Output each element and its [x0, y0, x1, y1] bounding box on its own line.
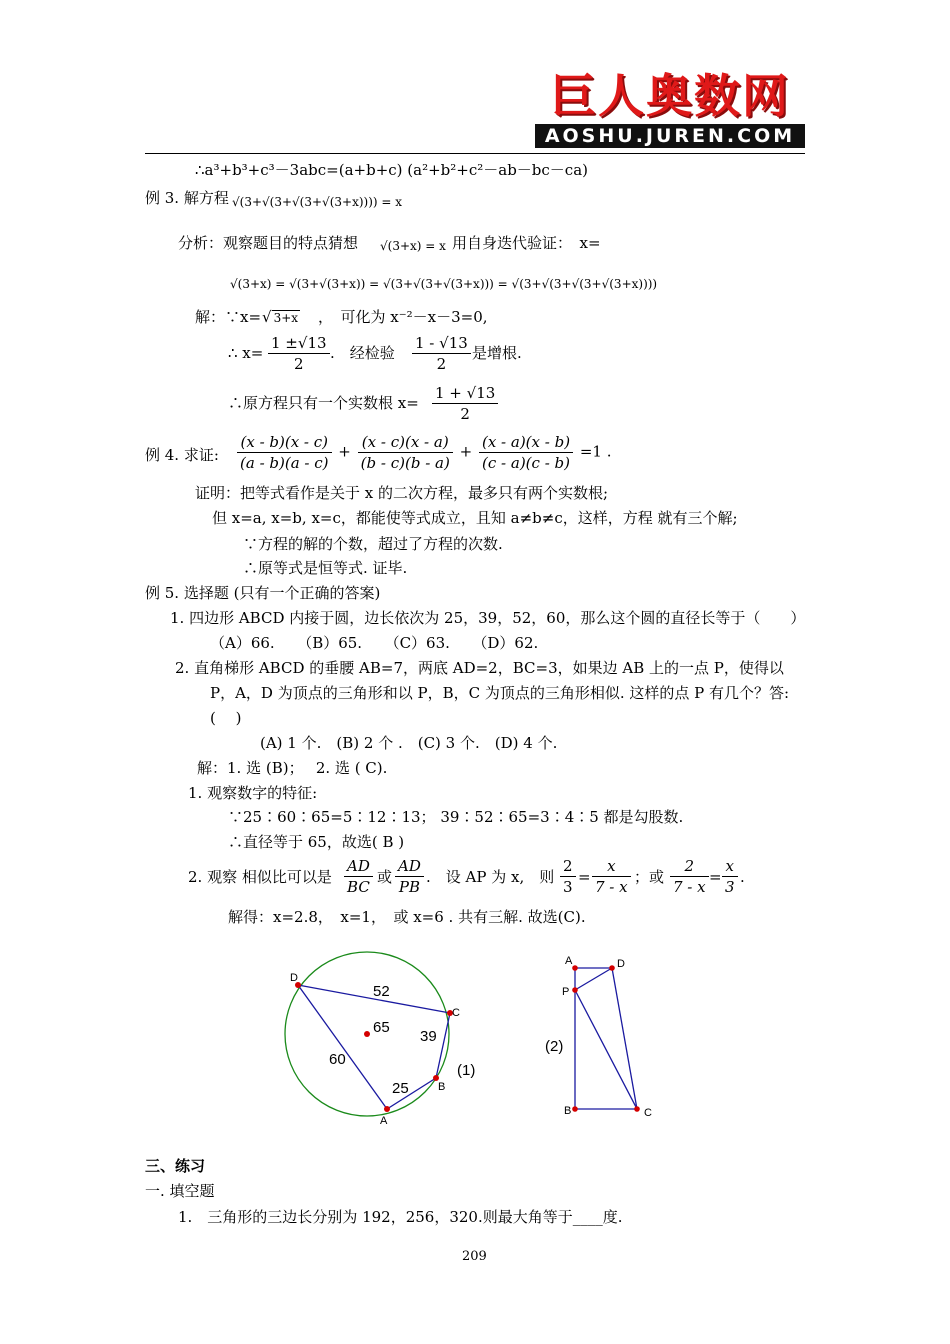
- solution-b-fraction2: $\frac{1 - √13}{2}$: [410, 333, 473, 374]
- figure-2-right-trapezoid: [540, 950, 670, 1130]
- figure-2-caption: (2): [545, 1038, 564, 1055]
- observation-1b: ∴直径等于 65，故选( B ): [228, 833, 405, 851]
- observation-2-mid: . 设 AP 为 x, 则: [426, 868, 555, 886]
- proof-line-2: 但 x=a, x=b, x=c，都能使等式成立，且知 a≠b≠c，这样，方程 就有三个解;: [212, 509, 738, 527]
- example-5-label: 例 5. 选择题 (只有一个正确的答案): [145, 584, 381, 602]
- section-3-title: 三、练习: [145, 1157, 206, 1175]
- figure-2-segment-pd: [575, 968, 612, 990]
- observation-1a: ∵25∶60∶65=5∶12∶13； 39∶52∶65=3∶4∶5 都是勾股数.: [228, 808, 684, 826]
- figure-1-label-d: D: [290, 972, 298, 984]
- logo-url-text: AOSHU.JUREN.COM: [535, 124, 805, 148]
- figure-1-center: [364, 1031, 370, 1037]
- logo-chinese-text: 巨人奥数网: [550, 69, 790, 123]
- figure-1-length-39: 39: [420, 1028, 437, 1045]
- logo: [535, 70, 805, 150]
- figure-1-point-a: [384, 1106, 390, 1112]
- observation-1: 1. 观察数字的特征:: [188, 784, 318, 802]
- solution-a-suffix: ， 可化为 x⁻²－x－3=0,: [318, 308, 488, 326]
- exercise-question-1: 1. 三角形的三边长分别为 192，256，320.则最大角等于____度.: [178, 1208, 623, 1226]
- figure-2-point-c: [634, 1106, 640, 1112]
- proof-line-3: ∵方程的解的个数，超过了方程的次数.: [243, 535, 503, 553]
- question-2-options: (A) 1 个. (B) 2 个 . (C) 3 个. (D) 4 个.: [260, 734, 558, 752]
- question-2-line-1: 2. 直角梯形 ABCD 的垂腰 AB=7，两底 AD=2，BC=3，如果边 AB 上的一点 P，使得以: [175, 659, 784, 677]
- figure-2-label-c: C: [644, 1107, 652, 1119]
- answers: 解：1. 选 (B)； 2. 选 ( C).: [197, 759, 388, 777]
- solution-a-sqrt: √ 3+x: [262, 308, 299, 326]
- figure-2-label-d: D: [617, 958, 625, 970]
- figure-1-cyclic-quadrilateral: [270, 945, 500, 1135]
- solution-c-prefix: ∴原方程只有一个实数根 x=: [228, 394, 419, 412]
- figure-1-length-52: 52: [373, 983, 390, 1000]
- analysis-prefix: 分析：观察题目的特点猜想: [178, 234, 359, 252]
- observation-2-fraction-3: $\frac{2}{3}$: [558, 856, 578, 897]
- observation-2-fraction-6: $\frac{x}{3}$: [720, 856, 740, 897]
- figure-2-label-a: A: [565, 955, 573, 967]
- figure-1-label-b: B: [438, 1081, 446, 1093]
- observation-2-end: .: [740, 868, 745, 886]
- observation-2-fraction-4: $\frac{x}{7 - x}$: [590, 856, 633, 897]
- figure-1-length-25: 25: [392, 1080, 409, 1097]
- analysis-guess: √(3+x) = x: [380, 239, 446, 253]
- question-1: 1. 四边形 ABCD 内接于圆，边长依次为 25，39，52，60，那么这个圆的直径长等于（ ）: [170, 609, 806, 627]
- figure-1-length-65: 65: [373, 1019, 390, 1036]
- figure-2-label-p: P: [562, 986, 570, 998]
- solution-c-fraction: $\frac{1 + √13}{2}$: [430, 383, 500, 424]
- factor-identity: ∴a³+b³+c³－3abc=(a+b+c) (a²+b²+c²－ab－bc－ca): [195, 161, 588, 179]
- observation-2-or-1: 或: [377, 868, 393, 886]
- example-3-label: 例 3. 解方程: [145, 189, 229, 207]
- figure-2-point-p: [572, 987, 578, 993]
- solution-a-prefix: 解：∵x=: [195, 308, 262, 326]
- observation-2-fraction-5: $\frac{2}{7 - x}$: [668, 856, 711, 897]
- figure-1-caption: (1): [457, 1062, 476, 1079]
- figure-1-label-a: A: [380, 1115, 388, 1127]
- figure-2-point-a: [572, 965, 578, 971]
- question-2-line-2: P，A，D 为顶点的三角形和以 P，B，C 为顶点的三角形相似. 这样的点 P 有几个？答:: [210, 684, 790, 702]
- figure-2-point-d: [609, 965, 615, 971]
- question-2-line-3: ( ): [210, 709, 242, 727]
- proof-line-1: 证明：把等式看作是关于 x 的二次方程，最多只有两个实数根;: [195, 484, 609, 502]
- observation-2-equals-2: =: [709, 868, 722, 886]
- section-3-subtitle: 一. 填空题: [145, 1182, 215, 1200]
- example-4-label: 例 4. 求证:: [145, 446, 219, 464]
- analysis-suffix: 用自身迭代验证： x=: [452, 234, 601, 252]
- header-rule: [145, 153, 805, 154]
- page-number: 209: [462, 1249, 487, 1264]
- figure-1-length-60: 60: [329, 1051, 346, 1068]
- solution-b-suffix: 是增根.: [472, 344, 522, 362]
- observation-2-fraction-1: $\frac{AD}{BC}$: [342, 856, 375, 897]
- observation-2-prefix: 2. 观察 相似比可以是: [188, 868, 332, 886]
- example-3-equation: √(3+√(3+√(3+√(3+x)))) = x: [232, 195, 403, 209]
- iteration-chain: √(3+x) = √(3+√(3+x)) = √(3+√(3+√(3+x))) = √(3+√(3+√(3+√(3+x)))): [230, 277, 658, 291]
- proof-line-4: ∴原等式是恒等式. 证毕.: [243, 559, 408, 577]
- figure-2-segment-pc: [575, 990, 637, 1109]
- figure-2-side-dc: [612, 968, 637, 1109]
- observation-2-or-2: ；或: [634, 868, 665, 886]
- solution-b-prefix: ∴ x=: [228, 344, 264, 362]
- solution-b-mid: . 经检验: [330, 344, 395, 362]
- solution-b-fraction: $\frac{1 \pm√13}{2}$: [266, 333, 332, 374]
- figure-2-point-b: [572, 1106, 578, 1112]
- example-4-equation: $\frac{(x - b)(x - c)}{(a - b)(a - c)}$ + $\frac{(x - c)(x - a)}{(b - c)(b - a)}$ + $\frac{(x - a)(x - b)}{(c - a)(c - b)}$ =1 .: [235, 432, 612, 473]
- solve-result: 解得：x=2.8， x=1， 或 x=6 . 共有三解. 故选(C).: [228, 908, 586, 926]
- figure-2-label-b: B: [564, 1105, 572, 1117]
- figure-1-label-c: C: [452, 1007, 460, 1019]
- question-1-options: （A）66. （B）65. （C）63. （D）62.: [210, 634, 539, 652]
- observation-2-fraction-2: $\frac{AD}{PB}$: [393, 856, 426, 897]
- observation-2-equals-1: =: [578, 868, 591, 886]
